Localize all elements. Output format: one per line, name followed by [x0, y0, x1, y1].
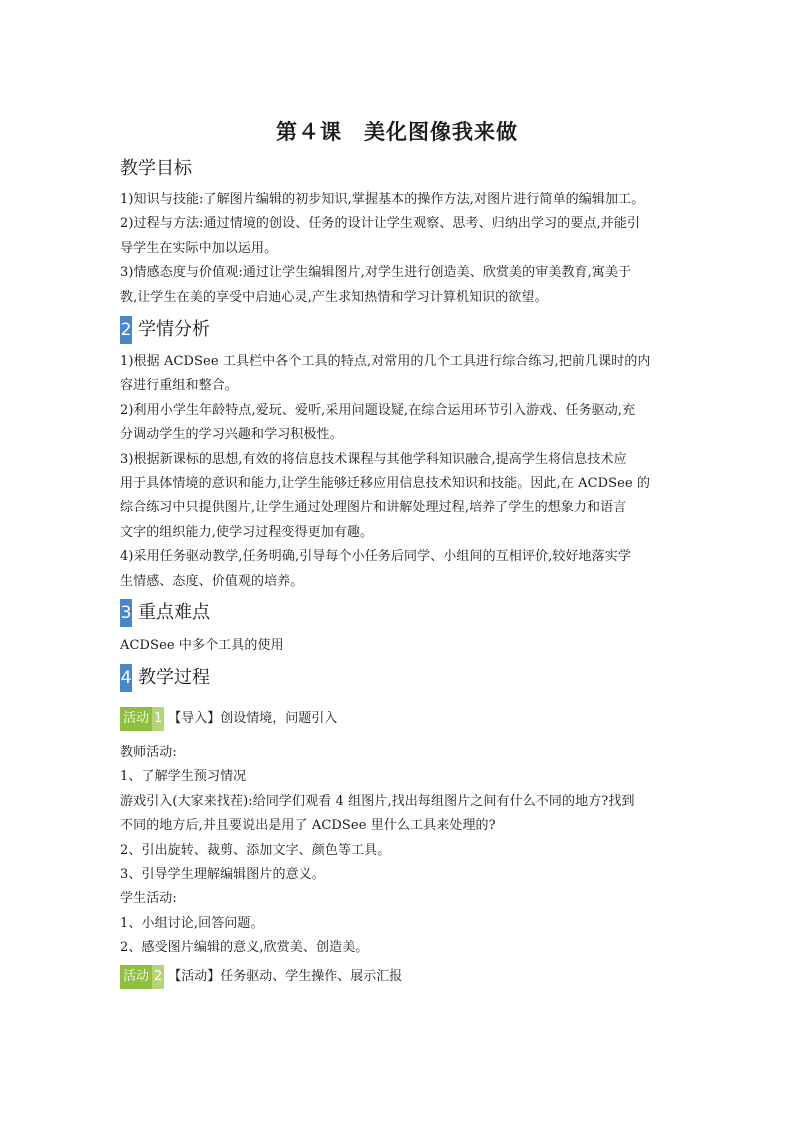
objectives-paragraph: [120, 188, 680, 310]
text-line: 分调动学生的学习兴趣和学习积极性。: [120, 427, 343, 443]
page-title: 第４课 美化图像我来做: [276, 120, 518, 144]
text-line: 容进行重组和整合。: [120, 378, 238, 394]
text-line: 游戏引入(大家来找茬):给同学们观看 4 组图片,找出每组图片之间有什么不同的地方?找到: [120, 793, 635, 809]
text-line: 教师活动:: [120, 745, 177, 760]
activity-number: 1: [152, 707, 164, 731]
activity-1-heading: [120, 707, 337, 731]
text-line: 生情感、态度、价值观的培养。: [120, 573, 304, 589]
text-line: 2)过程与方法:通过情境的创设、任务的设计让学生观察、思考、归纳出学习的要点,并能引: [120, 216, 641, 232]
text-line: 学生活动:: [120, 891, 177, 907]
activity-2-heading: [120, 965, 402, 989]
text-line: ACDSee 中多个工具的使用: [120, 638, 284, 653]
text-line: 教,让学生在美的享受中启迪心灵,产生求知热情和学习计算机知识的欲望。: [120, 289, 548, 305]
text-line: 2、感受图片编辑的意义,欣赏美、创造美。: [120, 940, 369, 956]
text-line: 1)知识与技能:了解图片编辑的初步知识,掌握基本的操作方法,对图片进行简单的编辑加工。: [120, 192, 645, 207]
text-line: 综合练习中只提供图片,让学生通过处理图片和讲解处理过程,培养了学生的想象力和语言: [120, 500, 627, 516]
text-line: 1、小组讨论,回答问题。: [120, 915, 264, 931]
text-line: 文字的组织能力,使学习过程变得更加有趣。: [120, 524, 374, 540]
section-number-badge: 2: [120, 316, 132, 344]
section-heading-text: 教学目标: [120, 158, 192, 179]
text-line: 3、引导学生理解编辑图片的意义。: [120, 867, 325, 883]
text-line: 3)情感态度与价值观:通过让学生编辑图片,对学生进行创造美、欣赏美的审美教育,寓美于: [120, 265, 632, 281]
section-number-badge: 4: [120, 664, 132, 692]
text-line: 3)根据新课标的思想,有效的将信息技术课程与其他学科知识融合,提高学生将信息技术应: [120, 451, 627, 467]
activity-tag: 活动: [120, 707, 152, 731]
text-line: 2)利用小学生年龄特点,爱玩、爱听,采用问题设疑,在综合运用环节引入游戏、任务驱动,充: [120, 402, 636, 418]
section-heading-objectives: [120, 155, 192, 183]
section-heading-analysis: [120, 316, 210, 344]
text-line: 1、了解学生预习情况: [120, 769, 247, 785]
text-line: 用于具体情境的意识和能力,让学生能够迁移应用信息技术知识和技能。因此,在 ACDSee 的: [120, 476, 651, 492]
text-line: 不同的地方后,并且要说出是用了 ACDSee 里什么工具来处理的?: [120, 818, 496, 834]
text-line: 2、引出旋转、裁剪、添加文字、颜色等工具。: [120, 842, 391, 858]
analysis-paragraph: [120, 350, 680, 594]
activity-1-paragraph: [120, 741, 680, 961]
text-line: 导学生在实际中加以运用。: [120, 240, 278, 256]
section-heading-text: 学情分析: [138, 319, 210, 340]
activity-title: 【导入】创设情境，问题引入: [168, 711, 338, 726]
section-heading-text: 重点难点: [138, 602, 210, 623]
activity-title: 【活动】任务驱动、学生操作、展示汇报: [168, 969, 403, 984]
section-heading-text: 教学过程: [138, 667, 210, 688]
section-heading-process: [120, 664, 210, 692]
text-line: 4)采用任务驱动教学,任务明确,引导每个小任务后同学、小组间的互相评价,较好地落实学: [120, 549, 631, 565]
section-number-badge: 3: [120, 599, 132, 627]
text-line: 1)根据 ACDSee 工具栏中各个工具的特点,对常用的几个工具进行综合练习,把前几课时的内: [120, 354, 651, 369]
activity-tag: 活动: [120, 965, 152, 989]
activity-number: 2: [152, 965, 164, 989]
section-heading-key-points: [120, 599, 210, 627]
key-points-paragraph: [120, 634, 680, 658]
